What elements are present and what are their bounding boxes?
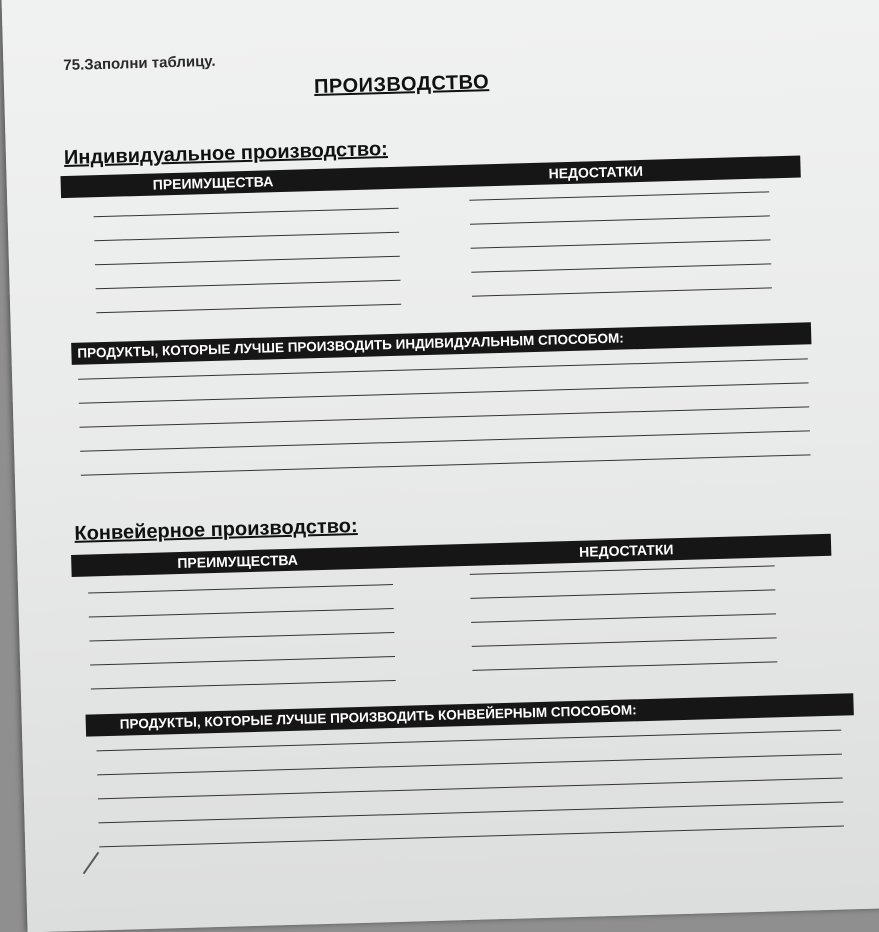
products-bar-individual [71, 322, 811, 365]
answer-line[interactable] [469, 191, 769, 200]
answer-line[interactable] [88, 584, 393, 594]
answer-line[interactable] [94, 208, 399, 218]
answer-line[interactable] [79, 406, 809, 427]
answer-line[interactable] [98, 778, 843, 800]
answer-line[interactable] [472, 637, 777, 647]
answer-line[interactable] [96, 280, 401, 290]
task-instruction: 75.Заполни таблицу. [63, 52, 216, 75]
answer-line[interactable] [99, 826, 844, 848]
page-title: ПРОИЗВОДСТВО [313, 71, 490, 99]
advantages-label: ПРЕИМУЩЕСТВА [152, 173, 274, 193]
products-bar-conveyor [86, 693, 854, 736]
answer-line[interactable] [90, 656, 395, 666]
advantages-label: ПРЕИМУЩЕСТВА [177, 551, 299, 572]
disadvantages-label: НЕДОСТАТКИ [548, 162, 644, 182]
products-label-individual: ПРОДУКТЫ, КОТОРЫЕ ЛУЧШЕ ПРОИЗВОДИТЬ ИНДИВИДУАЛЬНЫМ СПОСОБОМ: [77, 330, 625, 361]
answer-line[interactable] [470, 565, 775, 575]
worksheet-content [1, 0, 879, 851]
answer-line[interactable] [96, 304, 401, 314]
worksheet-page [1, 0, 879, 932]
answer-line[interactable] [472, 287, 772, 296]
answer-line[interactable] [80, 430, 810, 451]
answer-line[interactable] [471, 263, 771, 272]
section-heading-individual: Индивидуальное производство: [63, 138, 389, 170]
answer-line[interactable] [471, 613, 776, 623]
answer-line[interactable] [94, 232, 399, 242]
answer-line[interactable] [470, 589, 775, 599]
answer-line[interactable] [472, 661, 777, 671]
answer-line[interactable] [79, 382, 809, 403]
answer-line[interactable] [81, 454, 811, 475]
answer-line[interactable] [89, 608, 394, 618]
answer-line[interactable] [95, 256, 400, 266]
disadvantages-label: НЕДОСТАТКИ [578, 541, 674, 560]
answer-line[interactable] [97, 754, 842, 776]
answer-line[interactable] [471, 239, 771, 248]
products-label-conveyor: ПРОДУКТЫ, КОТОРЫЕ ЛУЧШЕ ПРОИЗВОДИТЬ КОНВЕЙЕРНЫМ СПОСОБОМ: [119, 702, 637, 732]
answer-line[interactable] [470, 215, 770, 224]
answer-line[interactable] [91, 680, 396, 690]
section-heading-conveyor: Конвейерное производство: [74, 515, 358, 545]
answer-line[interactable] [99, 802, 844, 824]
answer-line[interactable] [89, 632, 394, 642]
